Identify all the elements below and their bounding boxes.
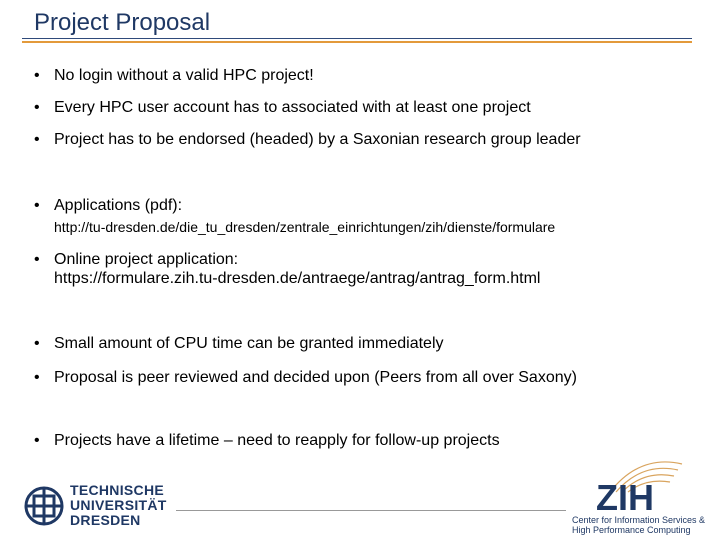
footer-divider	[176, 510, 566, 511]
tud-wordmark	[70, 483, 167, 528]
bullet-dot: •	[34, 369, 40, 386]
bullet-text: Every HPC user account has to associated with at least one project	[54, 99, 531, 116]
bullet-dot: •	[34, 131, 40, 148]
slide-title: Project Proposal	[34, 9, 211, 36]
tud-line-2: UNIVERSITÄT	[70, 497, 167, 513]
zih-subtitle	[572, 515, 705, 535]
bullet-text: Online project application:	[54, 251, 239, 268]
bullet-text: Projects have a lifetime – need to reapply for follow-up projects	[54, 432, 500, 449]
tud-line-1: TECHNISCHE	[70, 482, 165, 498]
online-application-link[interactable]: https://formulare.zih.tu-dresden.de/antraege/antrag/antrag_form.html	[54, 270, 541, 287]
zih-subtitle-line-1: Center for Information Services &	[572, 515, 706, 525]
bullet-text: Applications (pdf):	[54, 197, 183, 214]
bullet-dot: •	[34, 67, 40, 84]
applications-link[interactable]: http://tu-dresden.de/die_tu_dresden/zentrale_einrichtungen/zih/dienste/formulare	[54, 219, 556, 235]
bullet-dot: •	[34, 432, 40, 449]
bullet-dot: •	[34, 197, 40, 214]
bullet-text: Project has to be endorsed (headed) by a Saxonian research group leader	[54, 131, 581, 148]
zih-subtitle-line-2: High Performance Computing	[572, 525, 691, 535]
title-divider-blue	[22, 38, 692, 39]
bullet-dot: •	[34, 335, 40, 352]
zih-wordmark: ZIH	[596, 477, 654, 518]
bullet-text: Small amount of CPU time can be granted immediately	[54, 335, 444, 352]
bullet-dot: •	[34, 251, 40, 268]
bullet-text: No login without a valid HPC project!	[54, 67, 314, 84]
bullet-dot: •	[34, 99, 40, 116]
bullet-text: Proposal is peer reviewed and decided upon (Peers from all over Saxony)	[54, 369, 577, 386]
title-divider-orange	[22, 41, 692, 43]
tud-line-3: DRESDEN	[70, 512, 141, 528]
